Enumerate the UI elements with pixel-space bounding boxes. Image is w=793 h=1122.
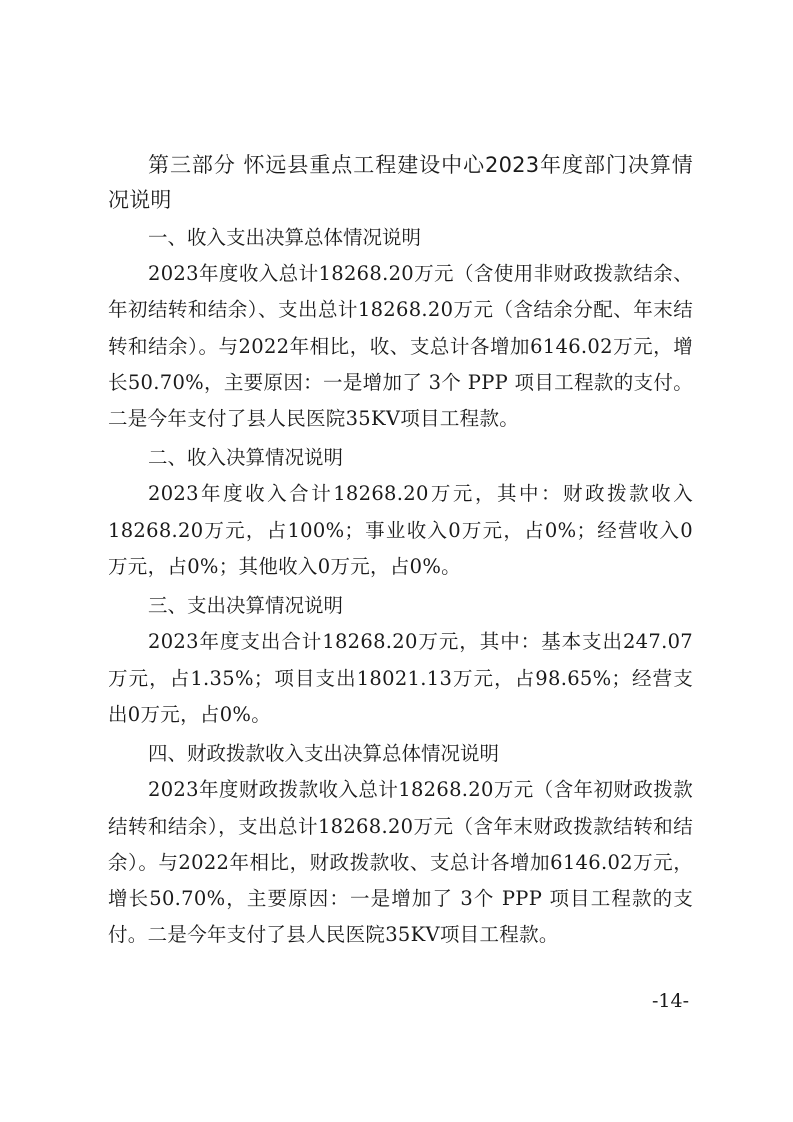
page-title: 第三部分 怀远县重点工程建设中心2023年度部门决算情况说明 (108, 153, 693, 212)
section-heading: 二、收入决算情况说明 (148, 446, 344, 470)
section-paragraph: 2023年度收入合计18268.20万元，其中：财政拨款收入18268.20万元，占100%；事业收入0万元，占0%；经营收入0万元，占0%；其他收入0万元，占0%。 (108, 482, 693, 579)
section-heading: 三、支出决算情况说明 (148, 594, 344, 618)
section-2 (108, 440, 693, 585)
section-paragraph: 2023年度支出合计18268.20万元，其中：基本支出247.07万元，占1.35%；项目支出18021.13万元，占98.65%；经营支出0万元，占0%。 (108, 630, 693, 726)
section-heading: 四、财政拨款收入支出决算总体情况说明 (148, 742, 500, 766)
page-number: -14- (651, 990, 689, 1012)
section-4 (108, 736, 693, 953)
section-paragraph: 2023年度财政拨款收入总计18268.20万元（含年初财政拨款结转和结余），支出总计18268.20万元（含年末财政拨款结转和结余）。与2022年相比，财政拨款收、支总计各增加6146.02万元，增长50.70%，主要原因：一是增加了 3个 PPP 项目工程款的支付。二是今年支付了县人民医院35KV项目工程款。 (108, 778, 693, 947)
section-paragraph: 2023年度收入总计18268.20万元（含使用非财政拨款结余、年初结转和结余）、支出总计18268.20万元（含结余分配、年末结转和结余）。与2022年相比，收、支总计各增加6146.02万元，增长50.70%，主要原因：一是增加了 3个 PPP 项目工程款的支付。二是今年支付了县人民医院35KV项目工程款。 (108, 262, 693, 431)
section-3 (108, 588, 693, 733)
section-heading: 一、收入支出决算总体情况说明 (148, 226, 422, 249)
document-page (108, 148, 693, 957)
section-1 (108, 220, 693, 437)
